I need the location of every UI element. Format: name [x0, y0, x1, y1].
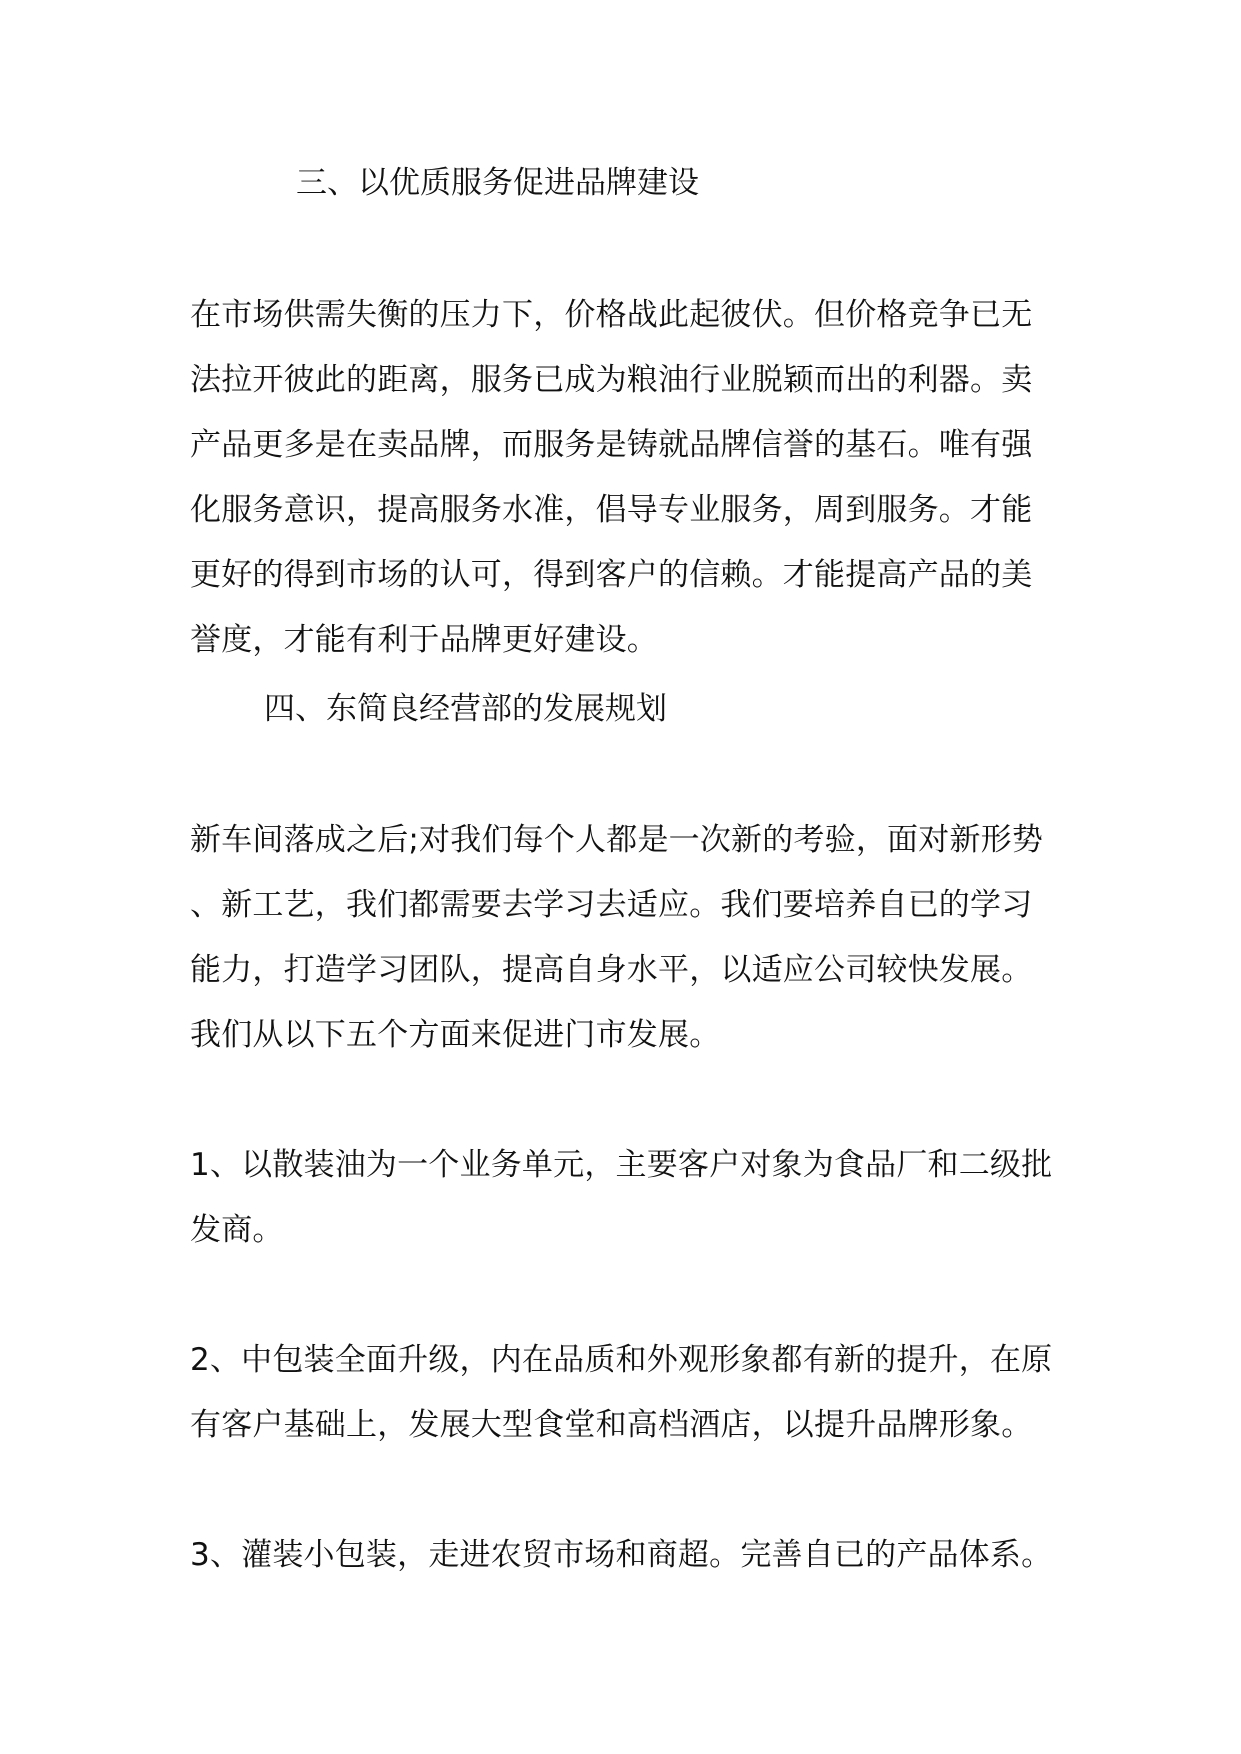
paragraph-line: 1、以散装油为一个业务单元，主要客户对象为食品厂和二级批	[190, 1147, 1053, 1183]
paragraph-line: 、新工艺，我们都需要去学习去适应。我们要培养自已的学习	[190, 887, 1033, 923]
section-heading-3: 三、以优质服务促进品牌建设	[296, 165, 699, 201]
paragraph-line: 2、中包装全面升级，内在品质和外观形象都有新的提升，在原	[190, 1342, 1053, 1378]
list-item-3	[190, 1523, 1070, 1588]
paragraph-new-workshop	[190, 808, 1070, 1068]
list-item-2	[190, 1328, 1070, 1458]
paragraph-market-service	[190, 283, 1070, 673]
paragraph-line: 3、灌装小包装，走进农贸市场和商超。完善自已的产品体系。	[190, 1537, 1053, 1573]
paragraph-line: 化服务意识，提高服务水准，倡导专业服务，周到服务。才能	[190, 492, 1033, 528]
paragraph-line: 新车间落成之后;对我们每个人都是一次新的考验，面对新形势	[190, 822, 1044, 858]
paragraph-line: 我们从以下五个方面来促进门市发展。	[190, 1017, 721, 1053]
list-item-1	[190, 1133, 1070, 1263]
paragraph-line: 发商。	[190, 1212, 284, 1248]
paragraph-line: 产品更多是在卖品牌，而服务是铸就品牌信誉的基石。唯有强	[190, 427, 1033, 463]
paragraph-line: 能力，打造学习团队，提高自身水平，以适应公司较快发展。	[190, 952, 1033, 988]
paragraph-line: 更好的得到市场的认可，得到客户的信赖。才能提高产品的美	[190, 557, 1033, 593]
paragraph-line: 法拉开彼此的距离，服务已成为粮油行业脱颖而出的利器。卖	[190, 362, 1033, 398]
section-heading-4: 四、东简良经营部的发展规划	[264, 691, 667, 727]
paragraph-line: 誉度，才能有利于品牌更好建设。	[190, 622, 658, 658]
paragraph-line: 有客户基础上，发展大型食堂和高档酒店，以提升品牌形象。	[190, 1407, 1033, 1443]
paragraph-line: 在市场供需失衡的压力下，价格战此起彼伏。但价格竞争已无	[190, 297, 1033, 333]
